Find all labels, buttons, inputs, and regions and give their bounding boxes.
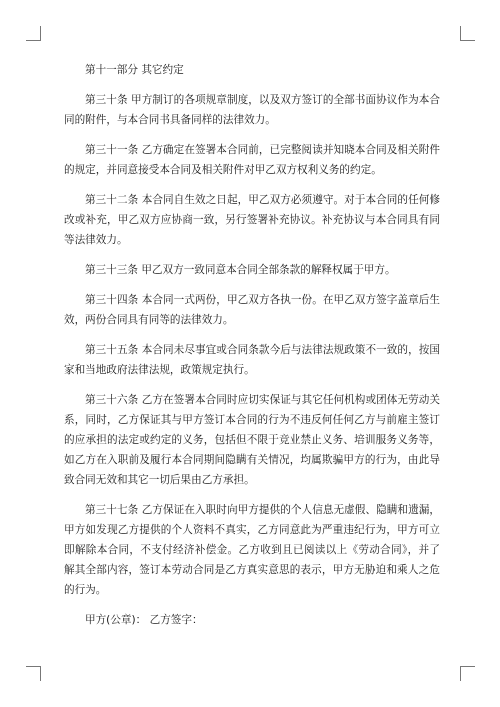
crop-mark-top-left: [26, 26, 41, 41]
clause-34: 第三十四条 本合同一式两份，甲乙双方各执一份。在甲乙双方签字盖章后生效，两份合同具有同等的法律效力。: [64, 294, 440, 326]
crop-mark-top-right: [460, 26, 475, 41]
clause-37: 第三十七条 乙方保证在入职时向甲方提供的个人信息无虚假、隐瞒和遗漏，甲方如发现乙方提供的个人资料不真实，乙方同意此为严重违纪行为，甲方可立即解除本合同，不支付经济补偿金。乙方收到且已阅读以上《劳动合同》，并了解其全部内容，签订本劳动合同是乙方真实意思的表示，甲方无胁迫和乘人之危的行为。: [64, 504, 440, 596]
clause-36: 第三十六条 乙方在签署本合同时应切实保证与其它任何机构或团体无劳动关系，同时，乙方保证其与甲方签订本合同的行为不违反何任何乙方与前雇主签订的应承担的法定或约定的义务，包括但不限于竞业禁止义务、培训服务义务等，如乙方在入职前及履行本合同期间隐瞒有关情况，均属欺骗甲方的行为，由此导致合同无效和其它一切后果由乙方承担。: [64, 394, 440, 486]
clause-33: 第三十三条 甲乙双方一致同意本合同全部条款的解释权属于甲方。: [85, 264, 396, 276]
clause-35: 第三十五条 本合同未尽事宜或合同条款今后与法律法规政策不一致的，按国家和当地政府法律法规，政策规定执行。: [64, 344, 440, 376]
crop-mark-bottom-left: [26, 666, 41, 681]
crop-mark-bottom-right: [460, 666, 475, 681]
section-title: 第十一部分 其它约定: [85, 64, 184, 76]
clause-32: 第三十二条 本合同自生效之日起，甲乙双方必须遵守。对于本合同的任何修改或补充，甲乙双方应协商一致，另行签署补充协议。补充协议与本合同具有同等法律效力。: [64, 194, 440, 246]
signature-line: 甲方(公章)： 乙方签字：: [85, 614, 203, 626]
clause-31: 第三十一条 乙方确定在签署本合同前，已完整阅读并知晓本合同及相关附件的规定，并同意接受本合同及相关附件对甲乙双方权利义务的约定。: [64, 144, 440, 176]
document-body: [64, 60, 440, 640]
clause-30: 第三十条 甲方制订的各项规章制度，以及双方签订的全部书面协议作为本合同的附件，与本合同书具备同样的法律效力。: [64, 94, 440, 126]
